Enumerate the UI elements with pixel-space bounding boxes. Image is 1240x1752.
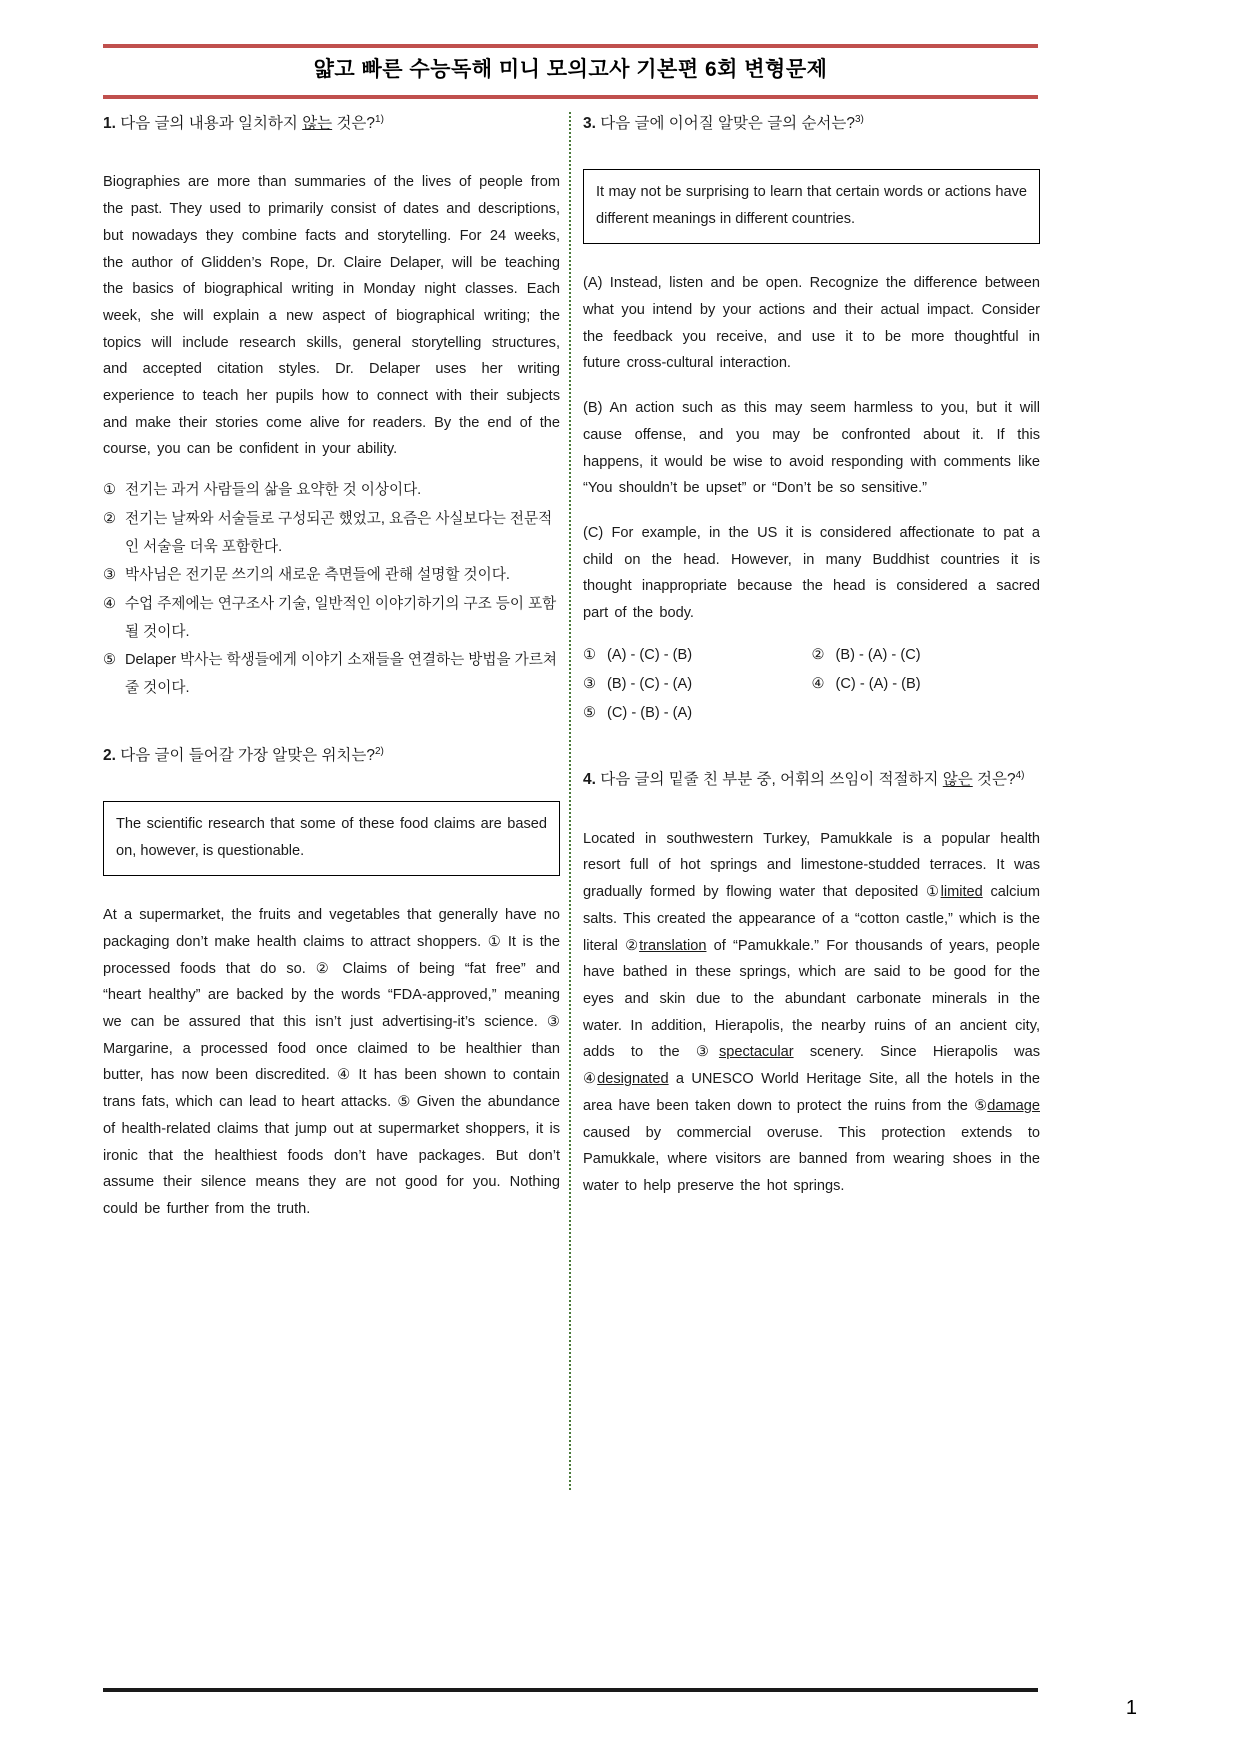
choice-marker: ⑤: [583, 705, 597, 722]
vocab-word: translation: [639, 937, 707, 954]
choice-marker: ④: [103, 596, 117, 613]
header-rule-bottom: [103, 95, 1038, 99]
choice-marker: ⑤: [103, 652, 117, 669]
choice-marker: ③: [103, 567, 117, 584]
question-3-boxed-passage: It may not be surprising to learn that certain words or actions have different meanings in different countries.: [583, 169, 1040, 244]
passage-text: of “Pamukkale.” For thousands of years, people have bathed in these springs, which are said to be good for the eyes and skin due to the abundant carbonate minerals in the water. In addition, Hierapolis, the nearby ruins of an ancient city, adds to the: [583, 937, 1040, 1061]
column-divider: [569, 112, 571, 1490]
question-4-prompt-after: 것은?: [972, 771, 1016, 789]
page-title: 얇고 빠른 수능독해 미니 모의고사 기본편 6회 변형문제: [313, 58, 828, 81]
choice-label: 박사님은 전기문 쓰기의 새로운 측면들에 관해 설명할 것이다.: [125, 567, 510, 584]
question-1-number: 1.: [103, 115, 116, 133]
page-number: 1: [1125, 1697, 1137, 1719]
vocab-word: damage: [987, 1097, 1040, 1114]
question-1-footnote: 1): [375, 114, 384, 125]
question-1: [103, 112, 560, 703]
question-1-prompt-after: 것은?: [332, 115, 376, 133]
question-2-prompt: [103, 744, 560, 767]
question-4-passage: [583, 826, 1040, 1200]
question-2-number: 2.: [103, 747, 116, 765]
choice-label: 전기는 날짜와 서술들로 구성되곤 했었고, 요즘은 사실보다는 전문적인 서술을 더욱 포함한다.: [125, 510, 553, 555]
question-2-prompt-before: 다음 글이 들어갈 가장 알맞은 위치는?: [115, 747, 375, 765]
vocab-marker: ②: [625, 937, 640, 954]
choice-marker: ②: [103, 510, 117, 527]
question-1-prompt: [103, 112, 560, 135]
header-rule-top: [103, 44, 1038, 48]
passage-text: caused by commercial overuse. This protection extends to Pamukkale, where visitors are banned from wearing shoes in the water to help preserve the hot springs.: [583, 1124, 1040, 1194]
question-2-passage: At a supermarket, the fruits and vegetables that generally have no packaging don’t make health claims to attract shoppers. ① It is the processed foods that do so. ② Claims of being “fat free” and “heart healthy” are backed by the words “FDA-approved,” meaning we can be assured that this isn’t just advertising-it’s science. ③ Margarine, a processed food once claimed to be healthier than butter, has now been discredited. ④ It has been shown to contain trans fats, which can lead to heart attacks. ⑤ Given the abundance of health-related claims that jump out at supermarket shoppers, it is ironic that the healthiest foods don’t have packages. But don’t assume their silence means they are not good for you. Nothing could be further from the truth.: [103, 907, 560, 1217]
vocab-choice[interactable]: [926, 884, 983, 900]
passage-text: scenery. Since Hierapolis was: [793, 1044, 1040, 1061]
vocab-word: designated: [597, 1071, 669, 1088]
question-2-footnote: 2): [375, 745, 384, 757]
question-4-number: 4.: [583, 771, 596, 789]
question-3: [583, 112, 1040, 728]
choice-label: (A) - (C) - (B): [607, 646, 693, 663]
question-1-passage: Biographies are more than summaries of the lives of people from the past. They used to primarily consist of dates and descriptions, but nowadays they combine facts and storytelling. For 24 weeks, the author of Glidden’s Rope, Dr. Claire Delaper, will be teaching the basics of biographical writing in Monday night classes. Each week, she will explain a new aspect of biographical writing; the topics will include research skills, general storytelling structures, and accepted citation styles. Dr. Delaper uses her writing experience to teach her pupils how to connect with their subjects and make their stories come alive for readers. By the end of the course, you can be confident in your ability.: [103, 174, 560, 458]
choice-label: (B) - (C) - (A): [607, 676, 693, 692]
question-1-prompt-before: 다음 글의 내용과 일치하지: [115, 115, 303, 133]
vocab-marker: ⑤: [974, 1097, 988, 1114]
footer-rule: [103, 1688, 1038, 1692]
left-column: [103, 112, 560, 1223]
passage-text: calcium salts. This created the appearance of a “cotton castle,” which is the literal: [583, 884, 1040, 954]
choice-item[interactable]: [583, 699, 812, 728]
vocab-marker: ③: [695, 1044, 719, 1061]
choice-marker: ①: [583, 646, 597, 663]
question-4-footnote: 4): [1015, 770, 1025, 782]
choice-item[interactable]: [103, 647, 560, 702]
question-4: [583, 768, 1040, 1199]
question-2-boxed-passage: The scientific research that some of these food claims are based on, however, is questionable.: [103, 801, 560, 876]
choice-label: (C) - (B) - (A): [607, 705, 693, 722]
vocab-choice[interactable]: [583, 1071, 669, 1087]
choice-item[interactable]: [103, 506, 560, 561]
vocab-word: limited: [940, 884, 983, 901]
choice-label: 수업 주제에는 연구조사 기술, 일반적인 이야기하기의 구조 등이 포함될 것이다.: [125, 596, 557, 640]
choice-marker: ①: [103, 482, 117, 499]
choice-item[interactable]: [103, 477, 560, 505]
question-3-paragraph-a: (A) Instead, listen and be open. Recognize the difference between what you intend by your actions and their actual impact. Consider the feedback you receive, and use it to be more thoughtful in future cross-cultural interaction.: [583, 275, 1040, 372]
question-3-prompt: [583, 112, 1040, 135]
question-1-prompt-underlined: 않는: [302, 115, 333, 133]
vocab-choice[interactable]: [625, 938, 706, 954]
choice-item[interactable]: [103, 591, 560, 646]
choice-marker: ③: [583, 676, 597, 692]
question-3-number: 3.: [583, 115, 596, 133]
choice-label: (C) - (A) - (B): [835, 676, 921, 692]
question-4-prompt-before: 다음 글의 밑줄 친 부분 중, 어휘의 쓰임이 적절하지: [595, 771, 943, 789]
vocab-marker: ①: [926, 884, 941, 901]
choice-label: 전기는 과거 사람들의 삶을 요약한 것 이상이다.: [125, 482, 422, 499]
choice-item[interactable]: [812, 670, 1041, 699]
choice-item[interactable]: [812, 641, 1041, 670]
choice-label: Delaper 박사는 학생들에게 이야기 소재들을 연결하는 방법을 가르쳐 줄 것이다.: [125, 652, 557, 697]
question-4-prompt-underlined: 않은: [942, 771, 973, 789]
choice-marker: ②: [811, 646, 825, 663]
passage-text: Located in southwestern Turkey, Pamukkale is a popular health resort full of hot springs and limestone-studded terraces. It was gradually formed by flowing water that deposited: [583, 830, 1040, 901]
question-3-prompt-before: 다음 글에 이어질 알맞은 글의 순서는?: [595, 115, 855, 133]
question-4-prompt: [583, 768, 1040, 791]
right-column: [583, 112, 1040, 1200]
question-2: [103, 744, 560, 1223]
choice-label: (B) - (A) - (C): [835, 646, 921, 663]
question-3-choices: [583, 641, 1040, 729]
choice-item[interactable]: [583, 670, 812, 699]
passage-text: a UNESCO World Heritage Site, all the hotels in the area have been taken down to protect the ruins from the: [583, 1071, 1040, 1114]
choice-item[interactable]: [583, 641, 812, 670]
vocab-marker: ④: [583, 1071, 598, 1088]
vocab-choice[interactable]: [696, 1044, 794, 1060]
question-3-footnote: 3): [855, 114, 864, 125]
question-3-paragraph-c: (C) For example, in the US it is considered affectionate to pat a child on the head. However, in many Buddhist countries it is thought inappropriate because the head is considered a sacred part of the body.: [583, 525, 1040, 622]
choice-marker: ④: [811, 676, 825, 692]
vocab-word: spectacular: [718, 1044, 794, 1061]
choice-item[interactable]: [103, 562, 560, 590]
vocab-choice[interactable]: [974, 1098, 1040, 1114]
question-3-paragraph-b: (B) An action such as this may seem harmless to you, but it will cause offense, and you may be confronted about it. If this happens, it would be wise to avoid responding with comments like “You shouldn’t be upset” or “Don’t be so sensitive.”: [583, 400, 1040, 497]
question-1-choices: [103, 477, 560, 703]
